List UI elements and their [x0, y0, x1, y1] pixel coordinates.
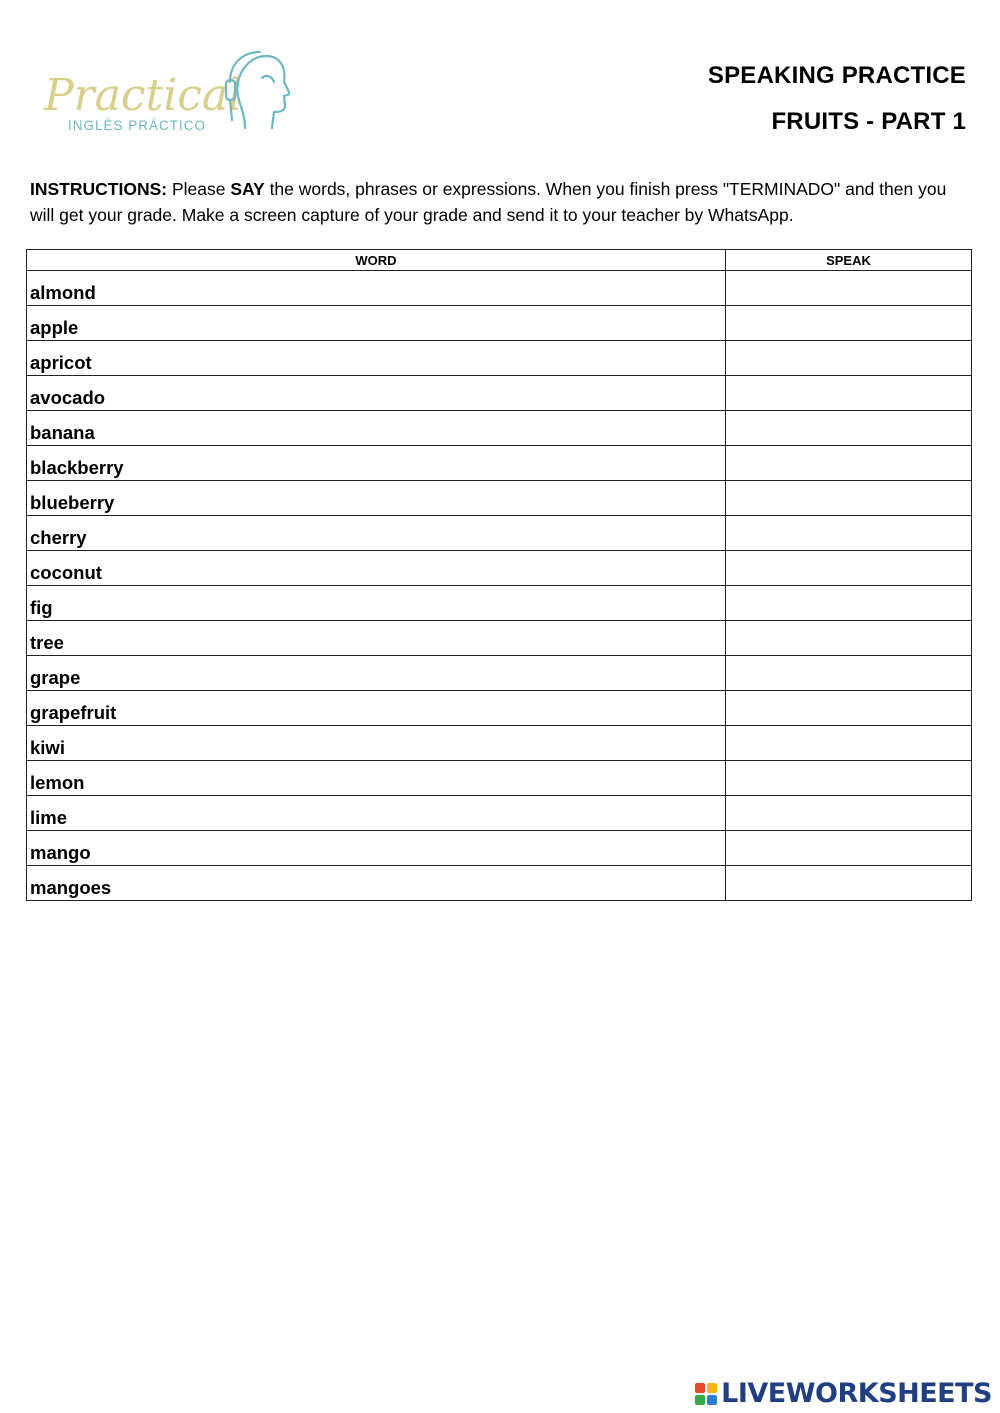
table-row: [27, 306, 972, 341]
word-cell: blackberry: [27, 446, 726, 481]
table-header-row: [27, 250, 972, 271]
word-cell: kiwi: [27, 726, 726, 761]
speak-cell[interactable]: [726, 796, 972, 831]
speak-cell[interactable]: [726, 376, 972, 411]
logo-subtitle: INGLÉS PRÁCTICO: [68, 118, 207, 133]
speak-cell[interactable]: [726, 516, 972, 551]
word-cell: grape: [27, 656, 726, 691]
word-cell: lemon: [27, 761, 726, 796]
table-row: [27, 271, 972, 306]
table-row: [27, 481, 972, 516]
word-cell: almond: [27, 271, 726, 306]
brand-block: [695, 1383, 705, 1393]
speak-cell[interactable]: [726, 656, 972, 691]
table-row: [27, 516, 972, 551]
instructions-text-1: Please: [167, 179, 231, 199]
brand-block: [707, 1395, 717, 1405]
speak-cell[interactable]: [726, 621, 972, 656]
worksheet-table: [26, 249, 972, 901]
instructions-emphasis: SAY: [230, 179, 265, 199]
brand-block: [695, 1395, 705, 1405]
table-row: [27, 656, 972, 691]
speak-cell[interactable]: [726, 691, 972, 726]
word-cell: grapefruit: [27, 691, 726, 726]
speak-cell[interactable]: [726, 341, 972, 376]
table-row: [27, 551, 972, 586]
speak-cell[interactable]: [726, 481, 972, 516]
speak-cell[interactable]: [726, 411, 972, 446]
table-row: [27, 586, 972, 621]
column-header-speak: SPEAK: [726, 250, 972, 271]
table-row: [27, 621, 972, 656]
speak-cell[interactable]: [726, 306, 972, 341]
table-row: [27, 411, 972, 446]
liveworksheets-logo-icon: [695, 1383, 717, 1405]
word-cell: mango: [27, 831, 726, 866]
logo-script: Practical: [44, 70, 243, 121]
page-subtitle: FRUITS - PART 1: [771, 108, 966, 135]
logo-graphic: [40, 48, 290, 138]
page-title: SPEAKING PRACTICE: [707, 62, 966, 89]
speak-cell[interactable]: [726, 726, 972, 761]
table-row: [27, 341, 972, 376]
table-row: [27, 761, 972, 796]
table-row: [27, 376, 972, 411]
speak-cell[interactable]: [726, 586, 972, 621]
speak-cell[interactable]: [726, 446, 972, 481]
speak-cell[interactable]: [726, 831, 972, 866]
speak-cell[interactable]: [726, 866, 972, 901]
word-cell: blueberry: [27, 481, 726, 516]
table-row: [27, 866, 972, 901]
table-row: [27, 831, 972, 866]
word-cell: mangoes: [27, 866, 726, 901]
word-cell: banana: [27, 411, 726, 446]
word-cell: avocado: [27, 376, 726, 411]
word-cell: cherry: [27, 516, 726, 551]
word-cell: fig: [27, 586, 726, 621]
word-cell: apple: [27, 306, 726, 341]
speak-cell[interactable]: [726, 551, 972, 586]
instructions: [30, 176, 970, 228]
liveworksheets-text: LIVEWORKSHEETS: [721, 1378, 992, 1409]
table-row: [27, 726, 972, 761]
word-cell: lime: [27, 796, 726, 831]
logo: [40, 48, 290, 138]
table-row: [27, 691, 972, 726]
table-row: [27, 796, 972, 831]
word-cell: tree: [27, 621, 726, 656]
instructions-label: INSTRUCTIONS:: [30, 179, 168, 199]
speak-cell[interactable]: [726, 271, 972, 306]
word-cell: coconut: [27, 551, 726, 586]
word-cell: apricot: [27, 341, 726, 376]
brand-block: [707, 1383, 717, 1393]
column-header-word: WORD: [27, 250, 726, 271]
liveworksheets-brand[interactable]: [695, 1378, 992, 1409]
speak-cell[interactable]: [726, 761, 972, 796]
table-row: [27, 446, 972, 481]
instructions-text-2: the words, phrases or expressions. When you finish press "TERMINADO" and then you will get your grade. Make a screen capture of your grade and send it to your teacher by WhatsApp.: [30, 179, 947, 225]
